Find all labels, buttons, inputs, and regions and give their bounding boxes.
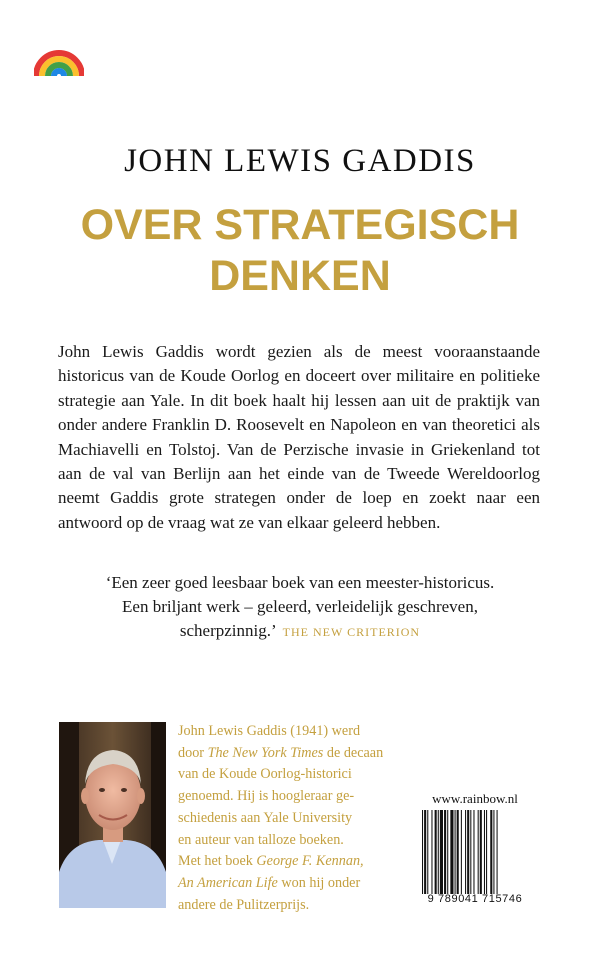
- blurb: [58, 340, 540, 535]
- review-quote: [0, 571, 600, 644]
- quote-line-1: ‘Een zeer goed leesbaar boek van een meester-historicus.: [105, 573, 495, 592]
- author-photo: [59, 722, 166, 908]
- isbn-number: 9 789041 715746: [427, 893, 523, 905]
- quote-source: THE NEW CRITERION: [282, 625, 421, 639]
- book-title: [0, 200, 600, 302]
- bio-line: John Lewis Gaddis (1941) werd: [178, 723, 361, 739]
- bio-line: genoemd. Hij is hoogleraar ge-: [178, 788, 355, 805]
- bio-line: en auteur van talloze boeken.: [178, 831, 344, 848]
- quote-line-2: Een briljant werk – geleerd, verleidelijk geschreven,: [122, 597, 478, 616]
- rainbow-logo-icon: [34, 30, 84, 80]
- bio-line: door The New York Times de decaan: [178, 744, 384, 761]
- blurb-text: John Lewis Gaddis wordt gezien als de meest vooraanstaande historicus van de Koude Oorlog en doceert over militaire en politieke strategie aan Yale. In dit boek haalt hij lessen aan uit de praktijk van onder andere Franklin D. Roosevelt en Napoleon en van theoretici als Machiavelli en Tolstoj. Van de Perzische invasie in Griekenland tot aan de val van Berlijn aan het einde van de Tweede Wereldoorlog neemt Gaddis grote strategen onder de loep en zoekt naar een antwoord op de vraag wat ze van elkaar geleerd hebben.: [58, 342, 540, 532]
- bio-line: Met het boek George F. Kennan,: [178, 853, 364, 870]
- book-title-line-2: DENKEN: [209, 252, 391, 300]
- author-bio: [178, 721, 418, 916]
- publisher-website[interactable]: www.rainbow.nl: [432, 791, 518, 806]
- bio-line: An American Life won hij onder: [178, 874, 361, 891]
- barcode-icon: [420, 810, 530, 894]
- bio-line: andere de Pulitzerprijs.: [178, 896, 310, 913]
- quote-line-3: scherpzinnig.’: [179, 621, 277, 640]
- bio-line: van de Koude Oorlog-historici: [178, 766, 352, 783]
- author-name: JOHN LEWIS GADDIS: [124, 143, 476, 179]
- bio-line: schiedenis aan Yale University: [178, 809, 353, 826]
- book-title-line-1: OVER STRATEGISCH: [80, 201, 520, 249]
